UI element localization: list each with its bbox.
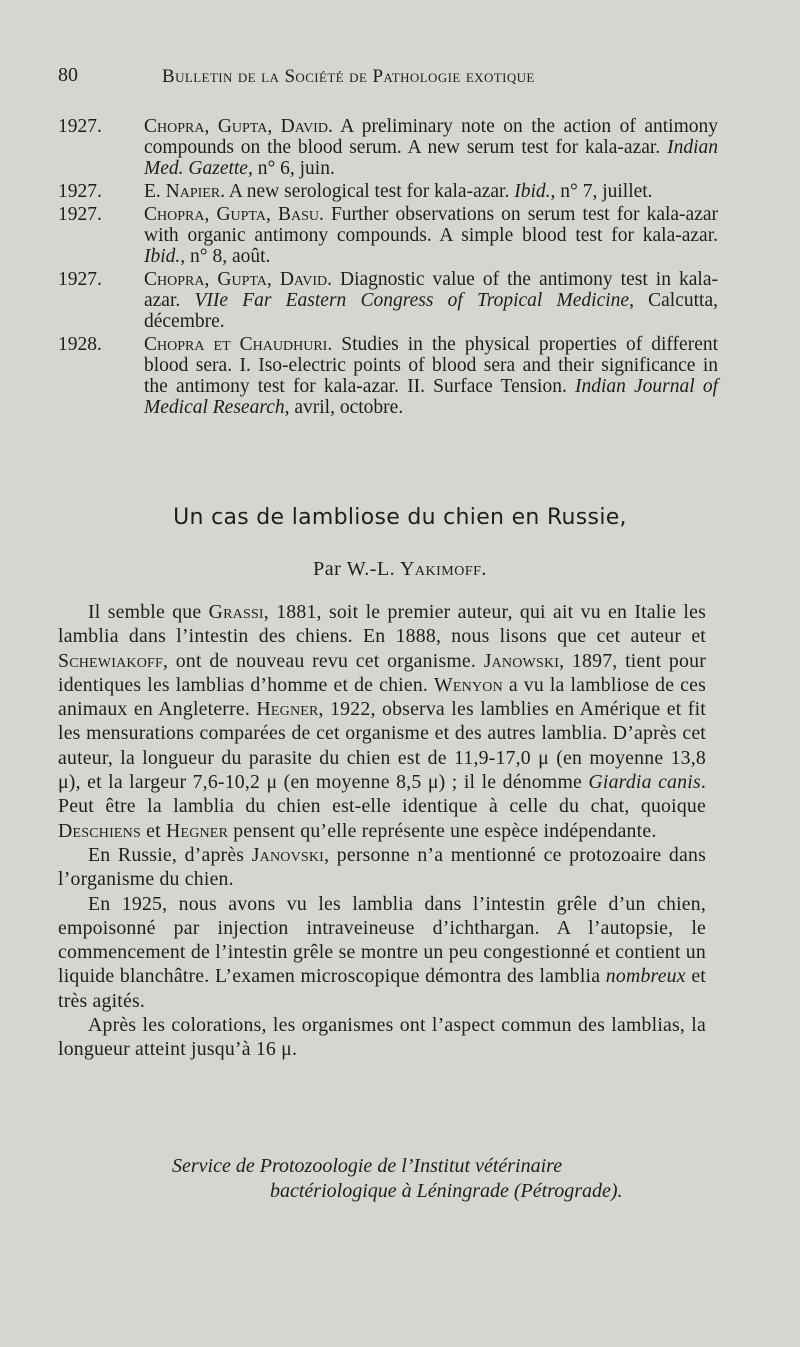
reference-authors: Chopra, Gupta, Basu. xyxy=(144,204,324,225)
text-run: , ont de nouveau revu cet organisme. xyxy=(162,649,484,672)
reference-authors: Chopra, Gupta, David. xyxy=(144,269,332,290)
author-name: Schewiakoff xyxy=(58,649,163,672)
page-header xyxy=(58,64,748,94)
reference-details: , n° 7, juillet. xyxy=(550,181,653,202)
paragraph xyxy=(58,892,706,1013)
text-run: En Russie, d’après xyxy=(88,843,252,866)
author-name: Grassi xyxy=(208,601,264,623)
text-run: , 1922, observa les lamblies en Amérique et fit les mensurations comparées de cet organisme et des autres lamblia. D’après cet auteur, la longueur du parasite du chien est de 11,9-17,0 μ (en moyenne 13,8 μ), et la largeur 7,6-10,2 μ (en moyenne 8,5 μ) ; il le dénomme xyxy=(58,698,706,794)
affiliation-line: bactériologique à Léningrade (Pétrograde). xyxy=(270,1180,623,1202)
reference-item xyxy=(58,334,718,418)
reference-item xyxy=(58,181,718,202)
article-title: Un cas de lambliose du chien en Russie, xyxy=(173,505,627,530)
reference-title: Further observations on serum test for kala-azar with organic antimony compounds. A simple blood test for kala-azar. xyxy=(144,204,718,246)
paragraph xyxy=(58,600,706,843)
reference-year: 1927. xyxy=(58,181,102,202)
reference-item xyxy=(58,204,718,267)
reference-title: A new serological test for kala-azar. xyxy=(225,181,515,202)
reference-details: , avril, octobre. xyxy=(284,397,404,418)
author-name: Janowski xyxy=(483,649,560,672)
author-name: Janovski xyxy=(251,843,325,866)
reference-journal: Ibid. xyxy=(144,246,181,267)
text-run: En 1925, nous avons vu les lamblia dans l’intestin grêle d’un chien, empoisonné par injection intraveineuse d’ichthargan. A l’autopsie, le commencement de l’intestin grêle se montre un peu congestionné et contient un liquide blanchâtre. L’examen microscopique démontra des lamblia xyxy=(58,892,706,988)
reference-title: A preliminary note on the action of antimony compounds on the blood serum. A new serum test for kala-azar. xyxy=(144,116,718,158)
reference-journal: VIIe Far Eastern Congress of Tropical Medicine xyxy=(194,290,630,311)
reference-list xyxy=(58,116,718,420)
reference-authors: E. Napier. xyxy=(144,181,226,202)
emphasis: nombreux xyxy=(605,965,686,988)
text-run: , 1881, soit le premier auteur, qui ait vu en Italie les lamblia dans l’intestin des chiens. En 1888, nous lisons que cet auteur et xyxy=(58,601,707,648)
reference-year: 1927. xyxy=(58,116,102,137)
author-affiliation xyxy=(58,1154,706,1204)
author-name: Wenyon xyxy=(434,673,503,696)
reference-authors: Chopra, Gupta, David. xyxy=(144,116,333,137)
running-head: Bulletin de la Société de Pathologie exotique xyxy=(162,66,535,87)
article-body xyxy=(58,600,706,1062)
reference-year: 1927. xyxy=(58,269,102,290)
reference-journal: Indian Med. Gazette xyxy=(144,137,718,179)
reference-title: Studies in the physical properties of different blood sera. I. Iso-electric points of blood sera and their significance in the antimony test for kala-azar. II. Surface Tension. xyxy=(144,334,719,397)
reference-details: , Calcutta, décembre. xyxy=(144,290,718,332)
reference-item xyxy=(58,116,718,179)
text-run: et xyxy=(140,819,166,842)
reference-year: 1928. xyxy=(58,334,102,355)
text-run: et très agités. xyxy=(58,965,706,1012)
reference-title: Diagnostic value of the antimony test in kala-azar. xyxy=(144,269,718,311)
affiliation-line: Service de Protozoologie de l’Institut vétérinaire xyxy=(172,1155,563,1177)
text-run: , personne n’a mentionné ce protozoaire dans l’organisme du chien. xyxy=(58,843,706,891)
reference-year: 1927. xyxy=(58,204,102,225)
article-author: W.-L. Yakimoff. xyxy=(346,558,487,580)
page-number: 80 xyxy=(58,64,78,86)
byline-prefix: Par xyxy=(313,558,347,580)
article-byline xyxy=(0,558,800,581)
reference-details: , n° 8, août. xyxy=(180,246,271,267)
reference-journal: Indian Journal of Medical Research xyxy=(144,376,718,418)
text-run: pensent qu’elle représente une espèce indépendante. xyxy=(228,819,657,842)
species-name: Giardia canis xyxy=(588,771,701,794)
author-name: Hegner xyxy=(165,819,229,842)
text-run: . Peut être la lamblia du chien est-elle identique à celle du chat, quoique xyxy=(58,771,706,818)
paragraph xyxy=(58,843,706,892)
reference-journal: Ibid. xyxy=(514,181,551,202)
paragraph: Après les colorations, les organismes ont l’aspect commun des lamblias, la longueur atteint jusqu’à 16 μ. xyxy=(58,1014,706,1061)
text-run: a vu la lambliose de ces animaux en Angleterre. xyxy=(58,673,706,721)
reference-authors: Chopra et Chaudhuri. xyxy=(144,334,333,355)
text-run: Il semble que xyxy=(88,601,209,623)
text-run: , 1897, tient pour identiques les lamblias d’homme et de chien. xyxy=(58,649,706,696)
author-name: Hegner xyxy=(256,698,319,721)
reference-details: , n° 6, juin. xyxy=(247,158,335,179)
author-name: Deschiens xyxy=(58,819,141,842)
reference-item xyxy=(58,269,718,332)
